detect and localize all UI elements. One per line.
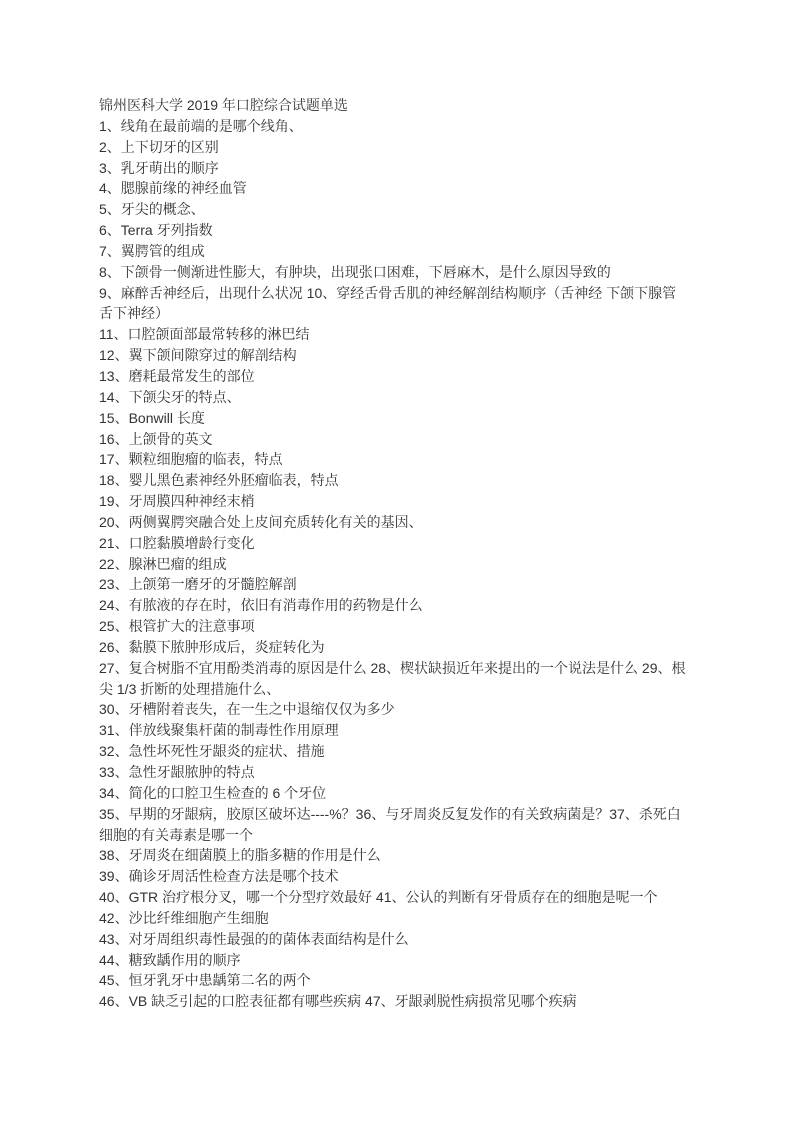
question-item: 25、根管扩大的注意事项 — [99, 618, 255, 635]
question-item: 24、有脓液的存在时，依旧有消毒作用的药物是什么 — [99, 597, 423, 614]
document-title: 锦州医科大学 2019 年口腔综合试题单选 — [99, 97, 348, 113]
question-item: 7、翼腭管的组成 — [99, 242, 205, 259]
question-item: 39、确诊牙周活性检查方法是哪个技术 — [99, 868, 339, 885]
question-item: 22、腺淋巴瘤的组成 — [99, 555, 227, 572]
question-item: 9、麻醉舌神经后，出现什么状况 10、穿经舌骨舌肌的神经解剖结构顺序（舌神经 下颌下腺管 舌下神经） — [99, 284, 677, 322]
question-item: 5、牙尖的概念、 — [99, 201, 205, 218]
question-item: 6、Terra 牙列指数 — [99, 222, 213, 239]
question-item: 4、腮腺前缘的神经血管 — [99, 180, 247, 197]
question-item: 19、牙周膜四种神经末梢 — [99, 493, 255, 510]
question-item: 26、黏膜下脓肿形成后，炎症转化为 — [99, 638, 325, 655]
question-item: 14、下颌尖牙的特点、 — [99, 388, 241, 405]
question-item: 42、沙比纤维细胞产生细胞 — [99, 909, 269, 926]
question-item: 32、急性坏死性牙龈炎的症状、措施 — [99, 743, 325, 760]
question-item: 40、GTR 治疗根分叉，哪一个分型疗效最好 41、公认的判断有牙骨质存在的细胞是呢一个 — [99, 889, 658, 906]
question-item: 46、VB 缺乏引起的口腔表征都有哪些疾病 47、牙龈剥脱性病损常见哪个疾病 — [99, 993, 577, 1010]
question-item: 45、恒牙乳牙中患龋第二名的两个 — [99, 972, 311, 989]
question-item: 34、简化的口腔卫生检查的 6 个牙位 — [99, 784, 327, 801]
question-item: 44、糖致龋作用的顺序 — [99, 951, 241, 968]
question-item: 33、急性牙龈脓肿的特点 — [99, 764, 255, 780]
question-item: 27、复合树脂不宜用酚类消毒的原因是什么 28、楔状缺损近年来提出的一个说法是什么 29、根尖 1/3 折断的处理措施什么、 — [99, 659, 686, 697]
question-item: 15、Bonwill 长度 — [99, 409, 205, 426]
question-item: 23、上颌第一磨牙的牙髓腔解剖 — [99, 576, 297, 593]
question-item: 43、对牙周组织毒性最强的的菌体表面结构是什么 — [99, 930, 409, 947]
question-item: 20、两侧翼腭突融合处上皮间充质转化有关的基因、 — [99, 513, 423, 530]
question-item: 16、上颌骨的英文 — [99, 430, 213, 447]
document-content — [99, 95, 694, 1012]
question-item: 13、磨耗最常发生的部位 — [99, 367, 255, 384]
question-item: 1、线角在最前端的是哪个线角、 — [99, 117, 303, 134]
question-item: 38、牙周炎在细菌膜上的脂多糖的作用是什么 — [99, 847, 381, 864]
question-item: 17、颗粒细胞瘤的临表，特点 — [99, 451, 283, 468]
question-item: 11、口腔颌面部最常转移的淋巴结 — [99, 326, 310, 343]
question-item: 21、口腔黏膜增龄行变化 — [99, 534, 255, 551]
question-item: 18、婴儿黑色素神经外胚瘤临表，特点 — [99, 472, 339, 489]
question-item: 31、伴放线聚集杆菌的制毒性作用原理 — [99, 722, 339, 739]
question-item: 30、牙槽附着丧失，在一生之中退缩仅仅为多少 — [99, 701, 395, 718]
question-item: 2、上下切牙的区别 — [99, 138, 219, 155]
question-item: 12、翼下颌间隙穿过的解剖结构 — [99, 347, 297, 364]
question-item: 8、下颌骨一侧渐进性膨大，有肿块，出现张口困难，下唇麻木，是什么原因导致的 — [99, 263, 611, 280]
question-item: 3、乳牙萌出的顺序 — [99, 159, 219, 176]
question-item: 35、早期的牙龈病，胶原区破坏达----%？36、与牙周炎反复发作的有关致病菌是？37、杀死白细胞的有关毒素是哪一个 — [99, 805, 681, 843]
